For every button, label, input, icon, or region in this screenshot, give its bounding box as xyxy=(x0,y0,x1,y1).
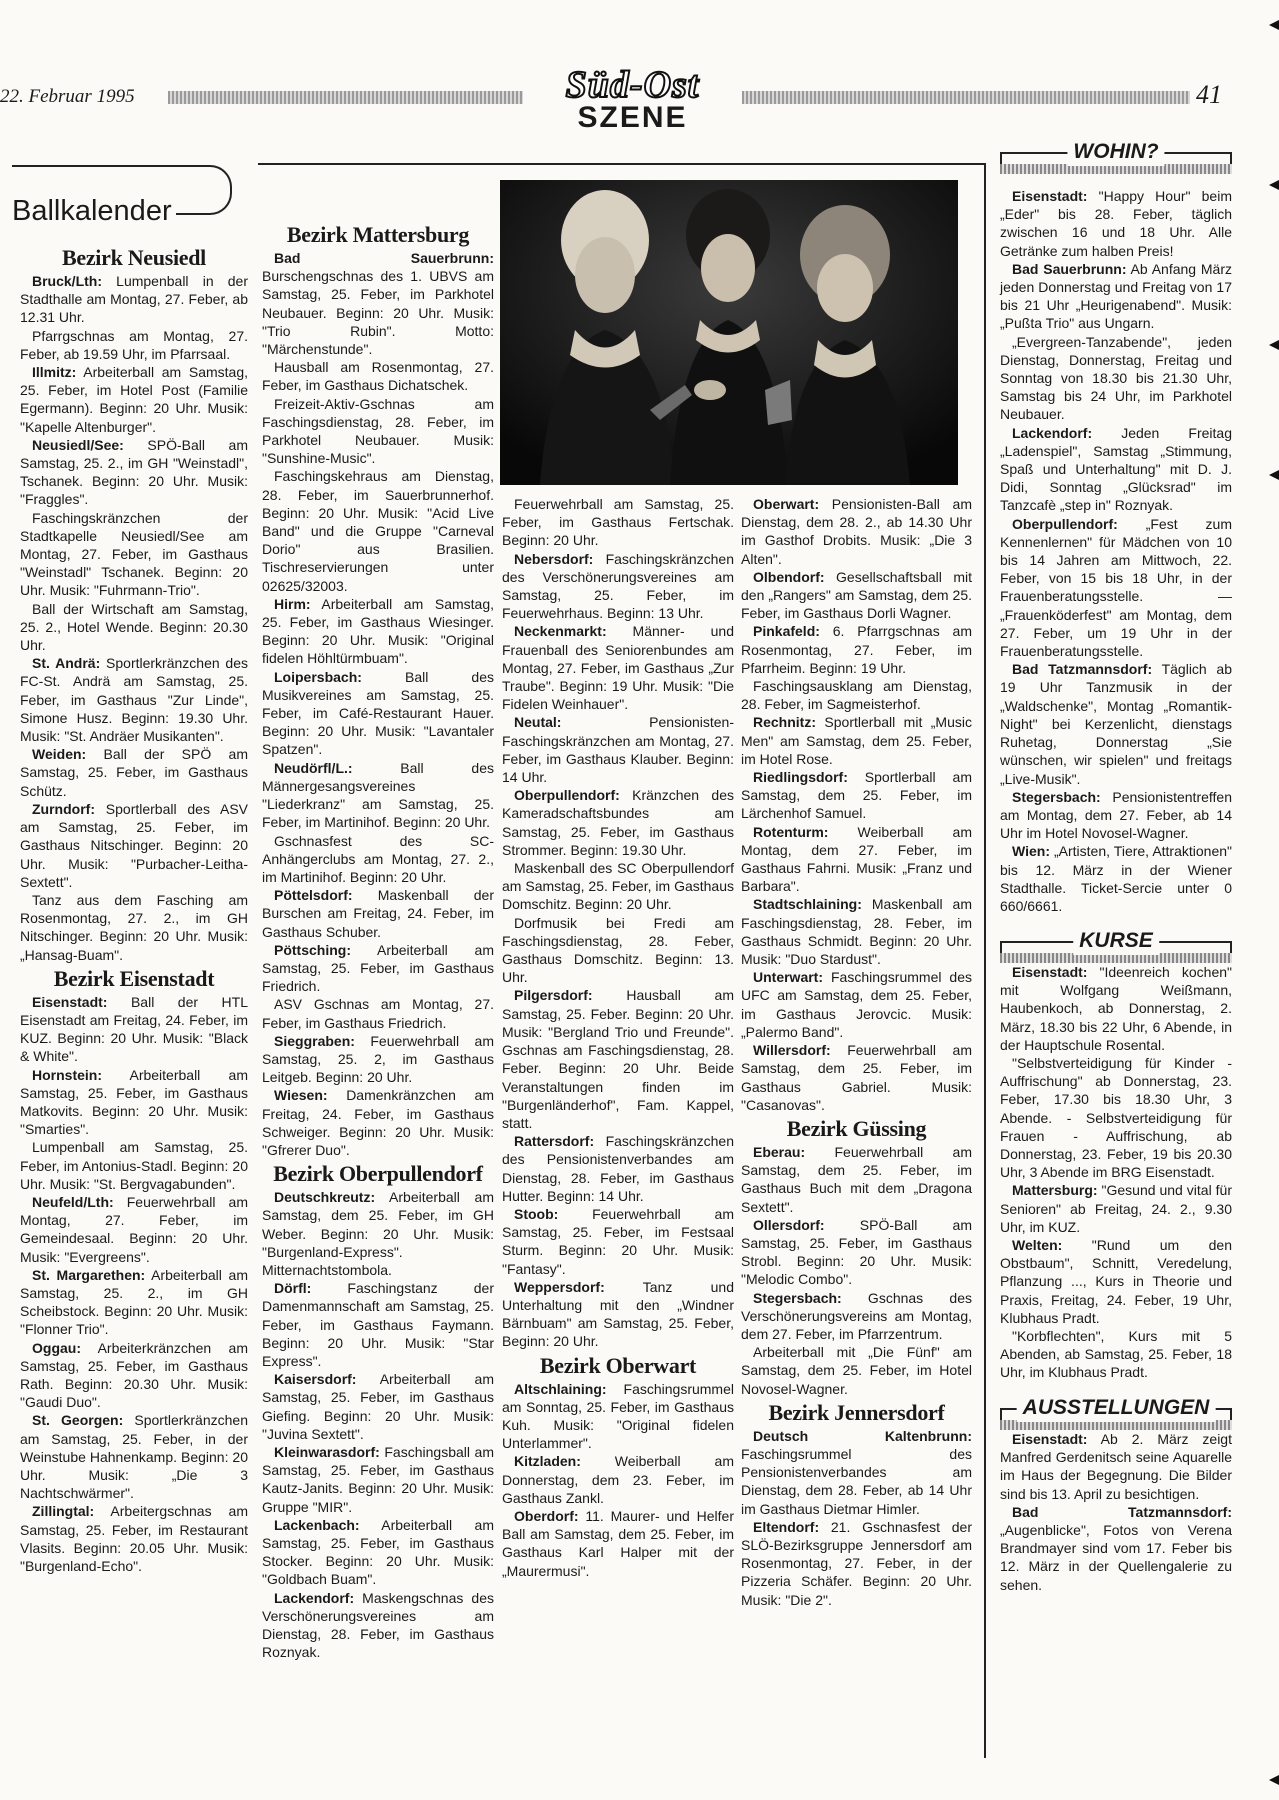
event-text: SPÖ-Ball am Samstag, 25. Feber, im Gasthaus Strobl. Beginn: 20 Uhr. Musik: "Melodic Combo". xyxy=(741,1216,972,1288)
event-text: Sportlerball mit „Music Men" am Samstag, dem 25. Feber, im Hotel Rose. xyxy=(741,714,972,767)
event-text: Sportlerkränzchen des FC-St. Andrä am Samstag, 25. Feber, im Gasthaus "Zur Linde", Simone Husz. Beginn: 19.30 Uhr. Musik: "St. Andräer Musikanten". xyxy=(20,655,249,745)
event-text: Gesellschaftsball mit den „Rangers" am Samstag, dem 25. Feber, im Gasthaus Dorli Wagner. xyxy=(741,568,972,622)
event-entry xyxy=(20,891,248,964)
event-location: Stoob: xyxy=(514,1205,559,1222)
event-text: SPÖ-Ball am Samstag, 25. 2., im GH "Weinstadl", Tschanek. Beginn: 20 Uhr. Musik: "Fraggles". xyxy=(20,436,248,508)
event-entry xyxy=(20,327,248,363)
event-entry xyxy=(741,568,972,623)
event-entry xyxy=(502,859,734,914)
event-location: Neckenmarkt: xyxy=(514,623,607,640)
event-text: "Rund um den Obstbaum", Schnitt, Veredelung, Pflanzung ..., Kurs in Theorie und Praxis, Freitag, 24. Feber, 19 Uhr, Klubhaus Pradt. xyxy=(1000,1237,1232,1326)
event-text: Weiberball am Donnerstag, dem 23. Feber, im Gasthaus Zankl. xyxy=(502,1453,734,1506)
issue-date: 22. Februar 1995 xyxy=(0,86,135,107)
event-location: Loipersbach: xyxy=(274,668,362,685)
event-text: Männer- und Frauenball des Seniorenbundes am Montag, 27. Feber, im Gasthaus „Zur Traube". Beginn: 19 Uhr. Musik: "Die Fidelen Weinhauer". xyxy=(502,623,734,713)
event-entry xyxy=(502,713,734,786)
event-location: Eisenstadt: xyxy=(1012,1431,1088,1447)
event-entry xyxy=(741,1518,972,1609)
event-text: Feuerwehrball am Samstag, dem 25. Feber, im Gasthaus Buch mit dem „Dragona Sextett". xyxy=(741,1143,972,1215)
event-entry xyxy=(741,1216,972,1289)
event-entry xyxy=(262,886,494,941)
event-entry xyxy=(741,622,972,677)
event-location: Kitzladen: xyxy=(514,1453,581,1470)
event-entry xyxy=(741,677,972,713)
column-right-ausstellungen xyxy=(1000,1430,1232,1594)
event-entry xyxy=(741,495,972,568)
event-location: Stegersbach: xyxy=(1012,788,1101,805)
event-location: Wiesen: xyxy=(274,1087,328,1104)
event-entry xyxy=(502,1278,734,1351)
event-text: Maskenball am Faschingsdienstag, 28. Feber, im Gasthaus Schmidt. Beginn: 20 Uhr. Musik: "Duo Stardust". xyxy=(741,896,972,968)
event-entry xyxy=(741,1427,972,1518)
event-entry xyxy=(262,595,494,668)
event-text: Ab Anfang März jeden Donnerstag und Freitag von 17 bis 21 Uhr „Heurigenabend". Musik: „Pußta Trio" aus Ungarn. xyxy=(1000,260,1232,332)
event-location: Neutal: xyxy=(514,714,562,731)
event-entry xyxy=(741,1041,972,1114)
event-entry xyxy=(1000,1503,1232,1594)
event-location: Eisenstadt: xyxy=(1012,964,1088,980)
event-entry xyxy=(262,1279,494,1370)
event-entry xyxy=(262,467,494,594)
event-entry xyxy=(502,986,734,1132)
event-location: Olbendorf: xyxy=(753,568,825,585)
event-text: Arbeiterball am Samstag, 25. Feber, im Hotel Post (Familie Egermann). Beginn: 20 Uhr. Musik: "Kapelle Altenburger". xyxy=(20,364,248,435)
event-text: Faschingskehraus am Dienstag, 28. Feber, im Sauerbrunnerhof. Beginn: 20 Uhr. Musik: "Acid Live Band" und die Gruppe "Carneval Dorio" aus Brasilien. Tischreservierungen unter 02625/32003. xyxy=(262,468,494,594)
event-entry xyxy=(262,1188,494,1279)
event-location: Lackendorf: xyxy=(1012,424,1093,441)
event-text: Pensionisten-Faschingskränzchen am Montag, 27. Feber, im Gasthaus Klauber. Beginn: 14 Uhr. xyxy=(502,714,734,786)
kurse-heading xyxy=(1000,923,1232,959)
event-entry xyxy=(502,786,734,859)
event-location: Mattersburg: xyxy=(1012,1182,1098,1199)
event-location: Illmitz: xyxy=(32,364,77,381)
event-text: Arbeiterball am Samstag, 25. Feber, im Gasthaus Friedrich. xyxy=(262,941,494,995)
header-band-right xyxy=(742,91,1190,104)
event-location: Bad Tatzmannsdorf: xyxy=(1012,1503,1232,1520)
event-entry xyxy=(1000,333,1232,424)
event-text: Ball der SPÖ am Samstag, 25. Feber, im Gasthaus Schütz. xyxy=(20,746,248,799)
event-entry xyxy=(1000,424,1232,515)
edge-mark xyxy=(1269,20,1279,30)
event-entry xyxy=(502,1205,734,1278)
event-entry xyxy=(1000,788,1232,843)
event-text: Sportlerball am Samstag, dem 25. Feber, im Lärchenhof Samuel. xyxy=(741,769,972,822)
event-location: Pilgersdorf: xyxy=(514,987,593,1004)
event-text: „Fest zum Kennenlernen" für Mädchen von 10 bis 14 Jahren am Mittwoch, 22. Feber, von 15 bis 18 Uhr, in der Frauenberatungsstelle. — „Frauenköderfest" am Montag, dem 27. Feber, um 19 Uhr in der Frauenberatungsstelle. xyxy=(1000,515,1232,660)
district-heading: Bezirk Oberpullendorf xyxy=(273,1161,483,1187)
event-text: Feuerwehrball am Montag, 27. Feber, im Gemeindesaal. Beginn: 20 Uhr. Musik: "Evergreens". xyxy=(20,1193,248,1265)
event-text: Faschingsball am Samstag, 25. Feber, im Gasthaus Kautz-Janits. Beginn: 20 Uhr. Musik: Gruppe "MIR". xyxy=(262,1444,494,1515)
event-text: Arbeiterball am Samstag, dem 25. Feber, im GH Weber. Beginn: 20 Uhr. Musik: "Burgenland-Express". Mitternachtstombola. xyxy=(262,1189,494,1278)
event-text: Faschingskränzchen des Verschönerungsvereines am Samstag, 25. Feber, im Feuerwehrhaus. Beginn: 13 Uhr. xyxy=(502,550,734,622)
event-entry xyxy=(1000,660,1232,787)
header-band-left xyxy=(168,91,523,104)
event-location: Oberdorf: xyxy=(514,1507,579,1524)
event-location: Bad Sauerbrunn: xyxy=(274,250,494,266)
event-location: Oberpullendorf: xyxy=(1012,515,1118,532)
event-text: Arbeiterball am Samstag, 25. 2., im GH Scheibstock. Beginn: 20 Uhr. Musik: "Flonner Trio". xyxy=(20,1266,248,1338)
event-entry xyxy=(1000,515,1232,661)
edge-mark xyxy=(1269,180,1279,190)
event-entry xyxy=(741,1343,972,1398)
edge-mark xyxy=(1269,470,1279,480)
event-location: Eberau: xyxy=(753,1143,806,1160)
event-text: Feuerwehrball am Samstag, 25. 2, im Gasthaus Leitgeb. Beginn: 20 Uhr. xyxy=(262,1032,494,1086)
event-text: Faschingsrummel des Pensionistenverbandes am Dienstag, dem 28. Feber, ab 14 Uhr im Gasthaus Dietmar Himler. xyxy=(741,1445,972,1517)
event-location: Lackendorf: xyxy=(274,1589,355,1606)
event-text: Pfarrgschnas am Montag, 27. Feber, ab 19.59 Uhr, im Pfarrsaal. xyxy=(20,327,248,362)
event-location: Weiden: xyxy=(32,746,87,763)
district-heading: Bezirk Güssing xyxy=(786,1115,927,1141)
event-entry xyxy=(20,1339,248,1412)
event-text: Weiberball am Montag, dem 27. Feber, im Gasthaus Fahrni. Musik: „Franz und Barbara". xyxy=(741,823,972,895)
event-entry xyxy=(741,768,972,823)
event-location: Bruck/Lth: xyxy=(32,273,102,289)
event-text: Ab 2. März zeigt Manfred Gerdenitsch seine Aquarelle im Haus der Begegnung. Die Bilder sind bis 13. April zu besichtigen. xyxy=(1000,1431,1232,1502)
event-entry xyxy=(20,509,248,600)
event-location: St. Andrä: xyxy=(32,655,101,672)
event-text: Hausball am Samstag, 25. Feber. Beginn: 20 Uhr. Musik: "Bergland Trio und Freunde". Gschnas am Faschingsdienstag, 28. Feber. Beginn: 20 Uhr. Beide Veranstaltungen finden im "Burgenländerhof", Fam. Kappel, statt. xyxy=(502,987,734,1131)
event-entry xyxy=(1000,187,1232,260)
event-entry xyxy=(20,745,248,800)
event-entry xyxy=(741,1143,972,1216)
event-text: Faschingsrummel am Sonntag, 25. Feber, im Gasthaus Kuh. Musik: "Original fidelen Unterlammer". xyxy=(502,1380,734,1452)
event-text: Arbeiterball am Samstag, 25. Feber, im Gasthaus Giefing. Beginn: 20 Uhr. Musik: "Juvina Sextett". xyxy=(262,1371,494,1442)
event-text: Dorfmusik bei Fredi am Faschingsdienstag, 28. Feber, Gasthaus Domschitz. Beginn: 13. Uhr. xyxy=(502,914,734,986)
event-text: Täglich ab 19 Uhr Tanzmusik in der „Waldschenke", Montag „Romantik-Night" bei Kerzenlicht, dienstags Ruhetag, Donnerstag „Sie wünschen, wir spielen" und freitags „Live-Musik". xyxy=(1000,661,1232,787)
event-location: Zillingtal: xyxy=(32,1503,95,1520)
event-text: Freizeit-Aktiv-Gschnas am Faschingsdienstag, 28. Feber, im Parkhotel Neubauer. Musik: "Sunshine-Music". xyxy=(262,395,494,467)
event-text: Maskenball der Burschen am Freitag, 24. Feber, im Gasthaus Schuber. xyxy=(262,887,494,940)
event-location: Bad Sauerbrunn: xyxy=(1012,260,1127,277)
event-entry xyxy=(741,823,972,896)
event-location: Weppersdorf: xyxy=(514,1278,605,1295)
event-location: Nebersdorf: xyxy=(514,550,594,567)
event-text: Feuerwehrball am Samstag, 25. Feber, im Gasthaus Fertschak. Beginn: 20 Uhr. xyxy=(502,496,734,549)
event-text: 6. Pfarrgschnas am Rosenmontag, 27. Feber, im Pfarrheim. Beginn: 19 Uhr. xyxy=(741,623,972,676)
ballkalender-heading xyxy=(0,165,240,237)
event-text: Ball der Wirtschaft am Samstag, 25. 2., Hotel Wende. Beginn: 20.30 Uhr. xyxy=(20,600,248,654)
event-text: Arbeiterball am Samstag, 25. Feber, im Gasthaus Matkovits. Beginn: 20 Uhr. Musik: "Smarties". xyxy=(20,1066,248,1138)
event-text: Sportlerball des ASV am Samstag, 25. Feber, im Gasthaus Nitschinger. Beginn: 20 Uhr. Musik: "Purbacher-Leitha-Sextett". xyxy=(20,800,248,890)
event-text: Faschingskränzchen der Stadtkapelle Neusiedl/See am Montag, 27. Feber, im Gasthaus "Weinstadl" Tschanek. Beginn: 20 Uhr. Musik: "Fuhrmann-Trio". xyxy=(20,509,248,599)
event-entry xyxy=(20,1138,248,1193)
district-heading: Bezirk Eisenstadt xyxy=(53,965,215,991)
event-text: Burschengschnas des 1. UBVS am Samstag, 25. Feber, im Parkhotel Neubauer. Beginn: 20 Uhr. Musik: "Trio Rubin". Motto: "Märchenstunde". xyxy=(262,268,494,358)
event-entry xyxy=(20,1066,248,1139)
event-location: Lackenbach: xyxy=(274,1516,360,1533)
event-entry xyxy=(262,1086,494,1159)
event-entry xyxy=(741,1289,972,1344)
event-location: Eisenstadt: xyxy=(1012,188,1088,204)
event-entry xyxy=(502,1452,734,1507)
column-right-wohin xyxy=(1000,187,1232,915)
event-location: Deutschkreutz: xyxy=(274,1189,376,1206)
event-location: Wien: xyxy=(1012,843,1050,860)
event-text: Arbeiterkränzchen am Samstag, 25. Feber, im Gasthaus Rath. Beginn: 20.30 Uhr. Musik: "Gaudi Duo". xyxy=(20,1339,248,1411)
event-location: Welten: xyxy=(1012,1237,1063,1254)
event-text: Gschnas des Verschönerungsvereins am Montag, dem 27. Feber, im Pfarrzentrum. xyxy=(741,1289,972,1342)
event-location: Riedlingsdorf: xyxy=(753,769,848,786)
event-location: Altschlaining: xyxy=(514,1380,607,1397)
event-entry xyxy=(20,654,248,745)
event-text: "Happy Hour" beim „Eder" bis 28. Feber, täglich zwischen 16 und 18 Uhr. Alle Getränke zum halben Preis! xyxy=(1000,188,1232,259)
event-text: „Augenblicke", Fotos von Verena Brandmayer sind vom 17. Feber bis 12. März in der Quellengalerie zu sehen. xyxy=(1000,1522,1232,1593)
event-entry xyxy=(502,1507,734,1580)
event-entry xyxy=(502,914,734,987)
event-location: Neudörfl/L.: xyxy=(274,759,353,776)
event-text: „Artisten, Tiere, Attraktionen" bis 12. März in der Wiener Stadthalle. Ticket-Sercie unter 0 660/6661. xyxy=(1000,843,1232,914)
event-location: Ollersdorf: xyxy=(753,1216,825,1233)
edge-mark xyxy=(1269,1775,1279,1785)
event-entry xyxy=(262,249,494,358)
event-location: St. Margarethen: xyxy=(32,1266,146,1283)
event-entry xyxy=(20,1502,248,1575)
event-text: Hausball am Rosenmontag, 27. Feber, im Gasthaus Dichatschek. xyxy=(262,359,494,394)
event-location: Bad Tatzmannsdorf: xyxy=(1012,661,1153,678)
event-location: Eltendorf: xyxy=(753,1518,820,1535)
event-text: Ball des Männergesangsvereines "Liederkranz" am Samstag, 25. Feber, im Martinihof. Beginn: 20 Uhr. xyxy=(262,759,494,831)
event-location: Willersdorf: xyxy=(753,1042,831,1059)
kurse-title: KURSE xyxy=(1073,927,1159,955)
event-text: Faschingsausklang am Dienstag, 28. Feber, im Sagmeisterhof. xyxy=(741,678,972,713)
event-text: Lumpenball am Samstag, 25. Feber, im Antonius-Stadl. Beginn: 20 Uhr. Musik: "St. Bergvagabunden". xyxy=(20,1139,248,1192)
event-entry xyxy=(262,1443,494,1516)
event-location: Pöttsching: xyxy=(274,941,351,958)
event-entry xyxy=(20,800,248,891)
event-entry xyxy=(741,968,972,1041)
event-text: 11. Maurer- und Helfer Ball am Samstag, dem 25. Feber, im Gasthaus Karl Halper mit der „Maurermusi". xyxy=(502,1507,734,1579)
event-entry xyxy=(1000,1054,1232,1181)
event-location: Pöttelsdorf: xyxy=(274,887,353,904)
event-entry xyxy=(1000,1430,1232,1503)
column-1 xyxy=(20,245,248,1575)
event-text: Arbeitergschnas am Samstag, 25. Feber, im Restaurant Vlasits. Beginn: 20.05 Uhr. Musik: "Burgenland-Echo". xyxy=(20,1503,248,1575)
event-entry xyxy=(262,1370,494,1443)
event-entry xyxy=(20,1266,248,1339)
event-location: Zurndorf: xyxy=(32,800,95,817)
column-3 xyxy=(502,495,734,1580)
event-text: Pensionistentreffen am Montag, dem 27. Feber, ab 14 Uhr im Hotel Novosel-Wagner. xyxy=(1000,788,1232,842)
event-entry xyxy=(502,1132,734,1205)
event-text: Sportlerkränzchen am Samstag, 25. Feber, in der Weinstube Hahnenkamp. Beginn: 20 Uhr. Musik: „Die 3 Nachtschwärmer". xyxy=(20,1412,248,1502)
event-location: Unterwart: xyxy=(753,969,824,986)
event-location: Dörfl: xyxy=(274,1280,312,1297)
logo-bottom-text: SZENE xyxy=(577,101,688,134)
event-text: Tanz und Unterhaltung mit den „Windner Bärnbuam" am Samstag, 25. Feber, Beginn: 20 Uhr. xyxy=(502,1278,734,1350)
column-2 xyxy=(262,222,494,1661)
event-entry xyxy=(262,1032,494,1087)
event-text: Ball des Musikvereines am Samstag, 25. Feber, im Café-Restaurant Hauer. Beginn: 20 Uhr. Musik: "Lavantaler Spatzen". xyxy=(262,668,494,758)
column-4 xyxy=(741,495,972,1609)
event-text: Jeden Freitag „Ladenspiel", Samstag „Stimmung, Spaß und Unterhaltung" mit D. J. Didi, Sonntag „Glücksrad" im Tanzcafè „step in" Roznyak. xyxy=(1000,424,1232,514)
event-text: 21. Gschnasfest der SLÖ-Bezirksgruppe Jennersdorf am Rosenmontag, 27. Feber, in der Pizzeria Schäfer. Beginn: 20 Uhr. Musik: "Die 2". xyxy=(741,1518,972,1608)
event-text: "Gesund und vital für Senioren" ab Freitag, 24. 2., 9.30 Uhr, im KUZ. xyxy=(1000,1182,1232,1235)
district-heading: Bezirk Oberwart xyxy=(539,1352,697,1378)
event-location: Eisenstadt: xyxy=(32,993,108,1010)
event-text: Feuerwehrball am Samstag, 25. Feber, im Festsaal Sturm. Beginn: 20 Uhr. Musik: "Fantasy". xyxy=(502,1205,734,1277)
page-number: 41 xyxy=(1196,80,1222,109)
event-text: Arbeiterball am Samstag, 25. Feber, im Gasthaus Wiesinger. Beginn: 20 Uhr. Musik: "Original fidelen Höhltürmbuam". xyxy=(262,595,494,667)
wohin-title: WOHIN? xyxy=(1067,138,1164,166)
event-location: St. Georgen: xyxy=(32,1412,124,1429)
ballkalender-title: Ballkalender xyxy=(8,195,176,228)
column-right-kurse xyxy=(1000,963,1232,1382)
event-location: Kaisersdorf: xyxy=(274,1371,357,1388)
event-entry xyxy=(262,395,494,468)
wohin-heading xyxy=(1000,134,1232,170)
photo-three-women xyxy=(500,180,958,485)
event-text: "Korbflechten", Kurs mit 5 Abenden, ab Samstag, 25. Feber, 18 Uhr, im Klubhaus Pradt. xyxy=(1000,1328,1232,1381)
event-location: Hirm: xyxy=(274,595,311,612)
event-entry xyxy=(1000,260,1232,333)
event-text: Damenkränzchen am Freitag, 24. Feber, im Gasthaus Schweiger. Beginn: 20 Uhr. Musik: "Gfrerer Duo". xyxy=(262,1087,494,1158)
event-location: Neusiedl/See: xyxy=(32,436,124,453)
event-text: "Ideenreich kochen" mit Wolfgang Weißmann, Haubenkoch, ab Donnerstag, 2. März, 18.30 bis 22 Uhr, 6 Abende, in der Hauptschule Rosental. xyxy=(1000,964,1232,1053)
event-text: Gschnasfest des SC-Anhängerclubs am Montag, 27. 2., im Martinihof. Beginn: 20 Uhr. xyxy=(262,832,494,885)
event-text: "Selbstverteidigung für Kinder - Auffrischung" ab Donnerstag, 23. Feber, 17.30 bis 18.30 Uhr, 3 Abende. - Selbstverteidigung für Frauen - Auffrischung, ab Donnerstag, 23. Feber, 19 bis 20.30 Uhr, 3 Abende im BRG Eisenstadt. xyxy=(1000,1055,1232,1181)
event-entry xyxy=(502,622,734,713)
event-location: Oggau: xyxy=(32,1339,81,1356)
event-text: Faschingstanz der Damenmannschaft am Samstag, 25. Feber, im Gasthaus Faymann. Beginn: 20 Uhr. Musik: "Star Express". xyxy=(262,1280,494,1369)
district-heading: Bezirk Mattersburg xyxy=(286,222,470,247)
event-text: Pensionisten-Ball am Dienstag, dem 28. 2., ab 14.30 Uhr im Gasthof Drobits. Musik: „Die 3 Alten". xyxy=(741,496,972,567)
event-entry xyxy=(502,550,734,623)
event-text: Tanz aus dem Fasching am Rosenmontag, 27. 2., im GH Nitschinger. Beginn: 20 Uhr. Musik: „Hansag-Buam". xyxy=(20,891,248,963)
event-location: Pinkafeld: xyxy=(753,623,820,640)
event-entry xyxy=(20,993,248,1066)
event-entry xyxy=(262,1516,494,1589)
event-location: Oberpullendorf: xyxy=(514,787,620,804)
event-entry xyxy=(262,358,494,394)
event-entry xyxy=(1000,963,1232,1054)
event-entry xyxy=(1000,1236,1232,1327)
logo-top-text: Süd-Ost xyxy=(565,64,700,106)
event-entry xyxy=(262,832,494,887)
section-logo xyxy=(530,66,735,132)
event-text: Ball der HTL Eisenstadt am Freitag, 24. Feber, im KUZ. Beginn: 20 Uhr. Musik: "Black & White". xyxy=(20,993,248,1065)
event-entry xyxy=(20,363,248,436)
event-location: Neufeld/Lth: xyxy=(32,1193,114,1210)
event-location: Oberwart: xyxy=(753,496,820,512)
event-location: Hornstein: xyxy=(32,1066,102,1083)
event-entry xyxy=(262,759,494,832)
event-entry xyxy=(20,1193,248,1266)
event-location: Rechnitz: xyxy=(753,714,816,731)
ausstellungen-heading xyxy=(1000,1390,1232,1426)
photo-image xyxy=(500,180,958,485)
event-location: Sieggraben: xyxy=(274,1032,355,1049)
event-entry xyxy=(1000,1327,1232,1382)
event-text: ASV Gschnas am Montag, 27. Feber, im Gasthaus Friedrich. xyxy=(262,996,494,1031)
event-entry xyxy=(20,272,248,327)
event-text: Maskengschnas des Verschönerungsvereines am Dienstag, 28. Feber, im Gasthaus Roznyak. xyxy=(262,1589,494,1661)
event-text: Arbeiterball am Samstag, 25. Feber, im Gasthaus Stocker. Beginn: 20 Uhr. Musik: "Goldbach Buam". xyxy=(262,1516,494,1588)
event-text: Lumpenball in der Stadthalle am Montag, 27. Feber, ab 12.31 Uhr. xyxy=(20,273,248,326)
event-entry xyxy=(20,600,248,655)
edge-mark xyxy=(1269,340,1279,350)
district-heading: Bezirk Jennersdorf xyxy=(768,1399,945,1425)
event-entry xyxy=(262,668,494,759)
event-entry xyxy=(741,895,972,968)
event-text: Kränzchen des Kameradschaftsbundes am Samstag, 25. Feber, im Gasthaus Strommer. Beginn: 19.30 Uhr. xyxy=(502,787,734,858)
ausstellungen-title: AUSSTELLUNGEN xyxy=(1017,1394,1216,1422)
event-entry xyxy=(741,713,972,768)
event-location: Rotenturm: xyxy=(753,823,829,840)
event-entry xyxy=(20,1411,248,1502)
event-text: Faschingskränzchen des Pensionistenverbandes am Dienstag, 28. Feber, im Gasthaus Hutter. Beginn: 14 Uhr. xyxy=(502,1133,734,1204)
event-text: Feuerwehrball am Samstag, dem 25. Feber, im Gasthaus Gabriel. Musik: "Casanovas". xyxy=(741,1042,972,1113)
event-entry xyxy=(262,1589,494,1662)
event-location: Rattersdorf: xyxy=(514,1133,595,1150)
event-entry xyxy=(502,1380,734,1453)
event-text: Maskenball des SC Oberpullendorf am Samstag, 25. Feber, im Gasthaus Domschitz. Beginn: 20 Uhr. xyxy=(502,860,734,913)
event-entry xyxy=(1000,842,1232,915)
event-entry xyxy=(262,941,494,996)
event-entry xyxy=(502,495,734,550)
event-entry xyxy=(1000,1181,1232,1236)
event-text: Faschingsrummel des UFC am Samstag, dem 25. Feber, im Gasthaus Jerovcic. Musik: „Palermo Band". xyxy=(741,969,972,1040)
event-location: Stegersbach: xyxy=(753,1289,842,1306)
event-location: Stadtschlaining: xyxy=(753,896,862,913)
event-text: Arbeiterball mit „Die Fünf" am Samstag, dem 25. Feber, im Hotel Novosel-Wagner. xyxy=(741,1344,972,1397)
event-text: „Evergreen-Tanzabende", jeden Dienstag, Donnerstag, Freitag und Sonntag von 18.30 bis 21.30 Uhr, Samstag bis 24 Uhr, im Parkhotel Neubauer. xyxy=(1000,333,1232,423)
event-entry xyxy=(262,995,494,1031)
district-heading: Bezirk Neusiedl xyxy=(62,245,206,270)
event-location: Kleinwarasdorf: xyxy=(274,1444,380,1460)
event-location: Deutsch Kaltenbrunn: xyxy=(753,1427,972,1444)
event-entry xyxy=(20,436,248,509)
